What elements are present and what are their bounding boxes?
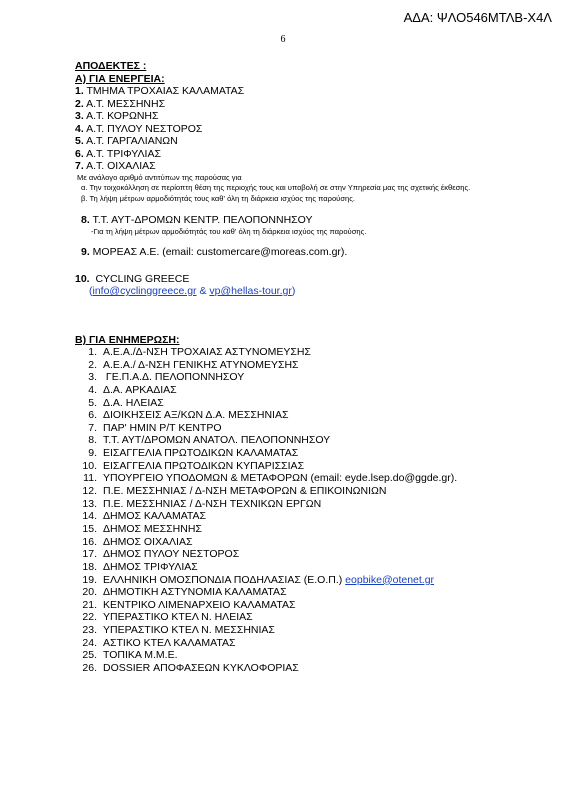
amp-text: & (196, 285, 210, 297)
item-number: 26. (82, 662, 97, 675)
note-b: β. Τη λήψη μέτρων αρμοδιότητάς τους καθ' όλη τη διάρκεια ισχύος της παρούσης. (81, 193, 356, 203)
item-number: 11. (83, 472, 97, 485)
info-item (75, 599, 545, 612)
item-text: ΔΗΜΟΣ ΠΥΛΟΥ ΝΕΣΤΟΡΟΣ (103, 548, 240, 561)
info-item (75, 422, 545, 435)
info-item (75, 447, 545, 460)
info-list (75, 346, 545, 675)
action-item-10 (75, 273, 535, 286)
info-item (75, 384, 545, 397)
email-link[interactable]: info@cyclinggreece.gr (92, 285, 197, 297)
item-number: 13. (82, 497, 97, 510)
item-number: 25. (82, 649, 97, 662)
item-number: 6. (88, 409, 97, 422)
item-text: ΔΗΜΟΣ ΤΡΙΦΥΛΙΑΣ (103, 560, 198, 573)
action-item (75, 160, 535, 173)
item-text: ΔΗΜΟΣ ΚΑΛΑΜΑΤΑΣ (103, 510, 207, 523)
action-list (75, 85, 535, 173)
item-number: 10. (75, 272, 90, 285)
item-text: Δ.Α. ΗΛΕΙΑΣ (103, 396, 164, 409)
item-number: 4. (88, 383, 97, 396)
item-number: 8. (88, 434, 97, 447)
info-item (75, 434, 545, 447)
item-text: ΔΗΜΟΣ ΜΕΣΣΗΝΗΣ (103, 522, 202, 535)
item-number: 19. (82, 573, 97, 586)
info-item (75, 397, 545, 410)
item-text: ΕΛΛΗΝΙΚΗ ΟΜΟΣΠΟΝΔΙΑ ΠΟΔΗΛΑΣΙΑΣ (Ε.Ο.Π.) (103, 573, 346, 586)
item-number: 8. (81, 214, 90, 226)
item-number: 2. (75, 97, 84, 110)
info-item (75, 649, 545, 662)
action-item (75, 123, 535, 136)
item-number: 12. (82, 485, 97, 498)
item-number: 22. (82, 611, 97, 624)
item-number: 9. (81, 246, 90, 258)
item-number: 1. (75, 85, 84, 97)
item-text: ΤΜΗΜΑ ΤΡΟΧΑΙΑΣ ΚΑΛΑΜΑΤΑΣ (83, 85, 245, 97)
item-text: Α.Ε.Α./ Δ-ΝΣΗ ΓΕΝΙΚΗΣ ΑΤΥΝΟΜΕΥΣΗΣ (103, 358, 299, 371)
item-number: 18. (82, 560, 97, 573)
item-text: ΤΟΠΙΚΑ Μ.Μ.Ε. (103, 649, 178, 662)
item-number: 17. (82, 548, 97, 561)
item-number: 20. (82, 586, 97, 599)
item-number: 3. (75, 110, 84, 122)
info-item (75, 460, 545, 473)
item-number: 7. (88, 421, 97, 434)
item-text: ΠΑΡ' ΗΜΙΝ Ρ/Τ ΚΕΝΤΡΟ (103, 421, 222, 434)
info-item (75, 662, 545, 675)
info-item (75, 472, 545, 485)
info-item (75, 611, 545, 624)
email-link[interactable]: vp@hellas-tour.gr (209, 285, 292, 297)
info-item (75, 637, 545, 650)
info-item (75, 359, 545, 372)
info-item (75, 371, 545, 384)
item-number: 3. (88, 371, 97, 384)
item-text: ΔΗΜΟΤΙΚΗ ΑΣΤΥΝΟΜΙΑ ΚΑΛΑΜΑΤΑΣ (103, 586, 287, 599)
info-item (75, 561, 545, 574)
action-title: Α) ΓΙΑ ΕΝΕΡΓΕΙΑ: (75, 72, 165, 85)
item-number: 2. (88, 358, 97, 371)
info-item (75, 498, 545, 511)
item-number: 21. (82, 598, 97, 611)
item-text: Α.Τ. ΠΥΛΟΥ ΝΕΣΤΟΡΟΣ (83, 122, 203, 135)
item-text: Δ.Α. ΑΡΚΑΔΙΑΣ (103, 383, 177, 396)
item-text: Α.Τ. ΚΟΡΩΝΗΣ (83, 110, 159, 122)
info-item (75, 624, 545, 637)
page-number: 6 (280, 34, 286, 45)
item-text: Α.Ε.Α./Δ-ΝΣΗ ΤΡΟΧΑΙΑΣ ΑΣΤΥΝΟΜΕΥΣΗΣ (103, 346, 311, 358)
info-item (75, 409, 545, 422)
item-number: 10. (82, 459, 97, 472)
item-text: ΜΟΡΕΑΣ Α.Ε. (email: customercare@moreas.com.gr). (89, 246, 348, 258)
item-text: ΥΠΕΡΑΣΤΙΚΟ ΚΤΕΛ Ν. ΜΕΣΣΗΝΙΑΣ (103, 624, 275, 637)
item-number: 23. (82, 624, 97, 637)
item-text: Α.Τ. ΜΕΣΣΗΝΗΣ (83, 97, 166, 110)
paren-open: ( (89, 285, 93, 297)
item-text: ΕΙΣΑΓΓΕΛΙΑ ΠΡΩΤΟΔΙΚΩΝ ΚΥΠΑΡΙΣΣΙΑΣ (103, 459, 305, 472)
item-text: CYCLING GREECE (95, 272, 190, 285)
item10-contacts (75, 285, 535, 298)
item-number: 9. (88, 447, 97, 460)
ada-code: ΑΔΑ: ΨΛΟ546ΜΤΛΒ-Χ4Λ (403, 10, 552, 25)
action-item-9 (75, 246, 535, 259)
recipients-title: ΑΠΟΔΕΚΤΕΣ : (75, 60, 147, 72)
item-number: 7. (75, 160, 84, 172)
item-text: Π.Ε. ΜΕΣΣΗΝΙΑΣ / Δ-ΝΣΗ ΤΕΧΝΙΚΩΝ ΕΡΓΩΝ (103, 497, 322, 510)
info-item (75, 510, 545, 523)
action-item (75, 85, 535, 98)
item-number: 6. (75, 147, 84, 160)
info-item (75, 523, 545, 536)
item-text: Τ.Τ. ΑΥΤ-ΔΡΟΜΩΝ ΚΕΝΤΡ. ΠΕΛΟΠΟΝΝΗΣΟΥ (89, 214, 313, 226)
action-item (75, 148, 535, 161)
item-number: 24. (82, 636, 97, 649)
note-a: α. Την τοιχοκόλληση σε περίοπτη θέση της περιοχής τους και υποβολή σε στην Υπηρεσία μας της σχετικής έκθεσης. (81, 183, 471, 192)
item-text: ΑΣΤΙΚΟ ΚΤΕΛ ΚΑΛΑΜΑΤΑΣ (103, 636, 236, 649)
item-text: ΥΠΕΡΑΣΤΙΚΟ ΚΤΕΛ Ν. ΗΛΕΙΑΣ (103, 611, 253, 624)
item-text: Α.Τ. ΟΙΧΑΛΙΑΣ (83, 160, 156, 172)
action-item (75, 110, 535, 123)
item-text: Α.Τ. ΤΡΙΦΥΛΙΑΣ (83, 147, 161, 160)
item-text: ΕΙΣΑΓΓΕΛΙΑ ΠΡΩΤΟΔΙΚΩΝ ΚΑΛΑΜΑΤΑΣ (103, 447, 299, 460)
item8-note: -Για τη λήψη μέτρων αρμοδιότητάς του καθ' όλη τη διάρκεια ισχύος της παρούσης. (91, 226, 367, 236)
info-item (75, 346, 545, 359)
email-link[interactable]: eopbike@otenet.gr (345, 573, 435, 586)
item-number: 5. (75, 135, 84, 147)
info-item (75, 574, 545, 587)
info-item (75, 536, 545, 549)
item-text: ΔΙΟΙΚΗΣΕΙΣ ΑΞ/ΚΩΝ Δ.Α. ΜΕΣΣΗΝΙΑΣ (103, 409, 289, 422)
action-item (75, 98, 535, 111)
item-number: 5. (88, 396, 97, 409)
item-number: 14. (82, 510, 97, 523)
item-number: 15. (82, 522, 97, 535)
item-text: Α.Τ. ΓΑΡΓΑΛΙΑΝΩΝ (83, 135, 178, 147)
action-item (75, 135, 535, 148)
recipients-section (75, 60, 535, 346)
item-text: ΥΠΟΥΡΓΕΙΟ ΥΠΟΔΟΜΩΝ & ΜΕΤΑΦΟΡΩΝ (email: eyde.lsep.do@ggde.gr). (103, 472, 458, 485)
item-number: 16. (82, 535, 97, 548)
action-item-8 (75, 214, 535, 227)
item-text: ΔΗΜΟΣ ΟΙΧΑΛΙΑΣ (103, 535, 193, 548)
note-intro: Με ανάλογο αριθμό αντιτύπων της παρούσας για (77, 172, 242, 182)
item-number: 4. (75, 122, 84, 135)
info-item (75, 548, 545, 561)
item-text: DOSSIER ΑΠΟΦΑΣΕΩΝ ΚΥΚΛΟΦΟΡΙΑΣ (103, 662, 299, 675)
item-text: Τ.Τ. ΑΥΤ/ΔΡΟΜΩΝ ΑΝΑΤΟΛ. ΠΕΛΟΠΟΝΝΗΣΟΥ (103, 434, 331, 447)
info-item (75, 586, 545, 599)
item-text: ΓΕ.Π.Α.Δ. ΠΕΛΟΠΟΝΝΗΣΟΥ (103, 371, 245, 384)
item-text: Π.Ε. ΜΕΣΣΗΝΙΑΣ / Δ-ΝΣΗ ΜΕΤΑΦΟΡΩΝ & ΕΠΙΚΟΙΝΩΝΙΩΝ (103, 485, 387, 498)
info-title: Β) ΓΙΑ ΕΝΗΜΕΡΩΣΗ: (75, 334, 180, 346)
item-number: 1. (88, 346, 97, 358)
info-item (75, 485, 545, 498)
paren-close: ) (291, 285, 296, 297)
item-text: ΚΕΝΤΡΙΚΟ ΛΙΜΕΝΑΡΧΕΙΟ ΚΑΛΑΜΑΤΑΣ (103, 598, 296, 611)
